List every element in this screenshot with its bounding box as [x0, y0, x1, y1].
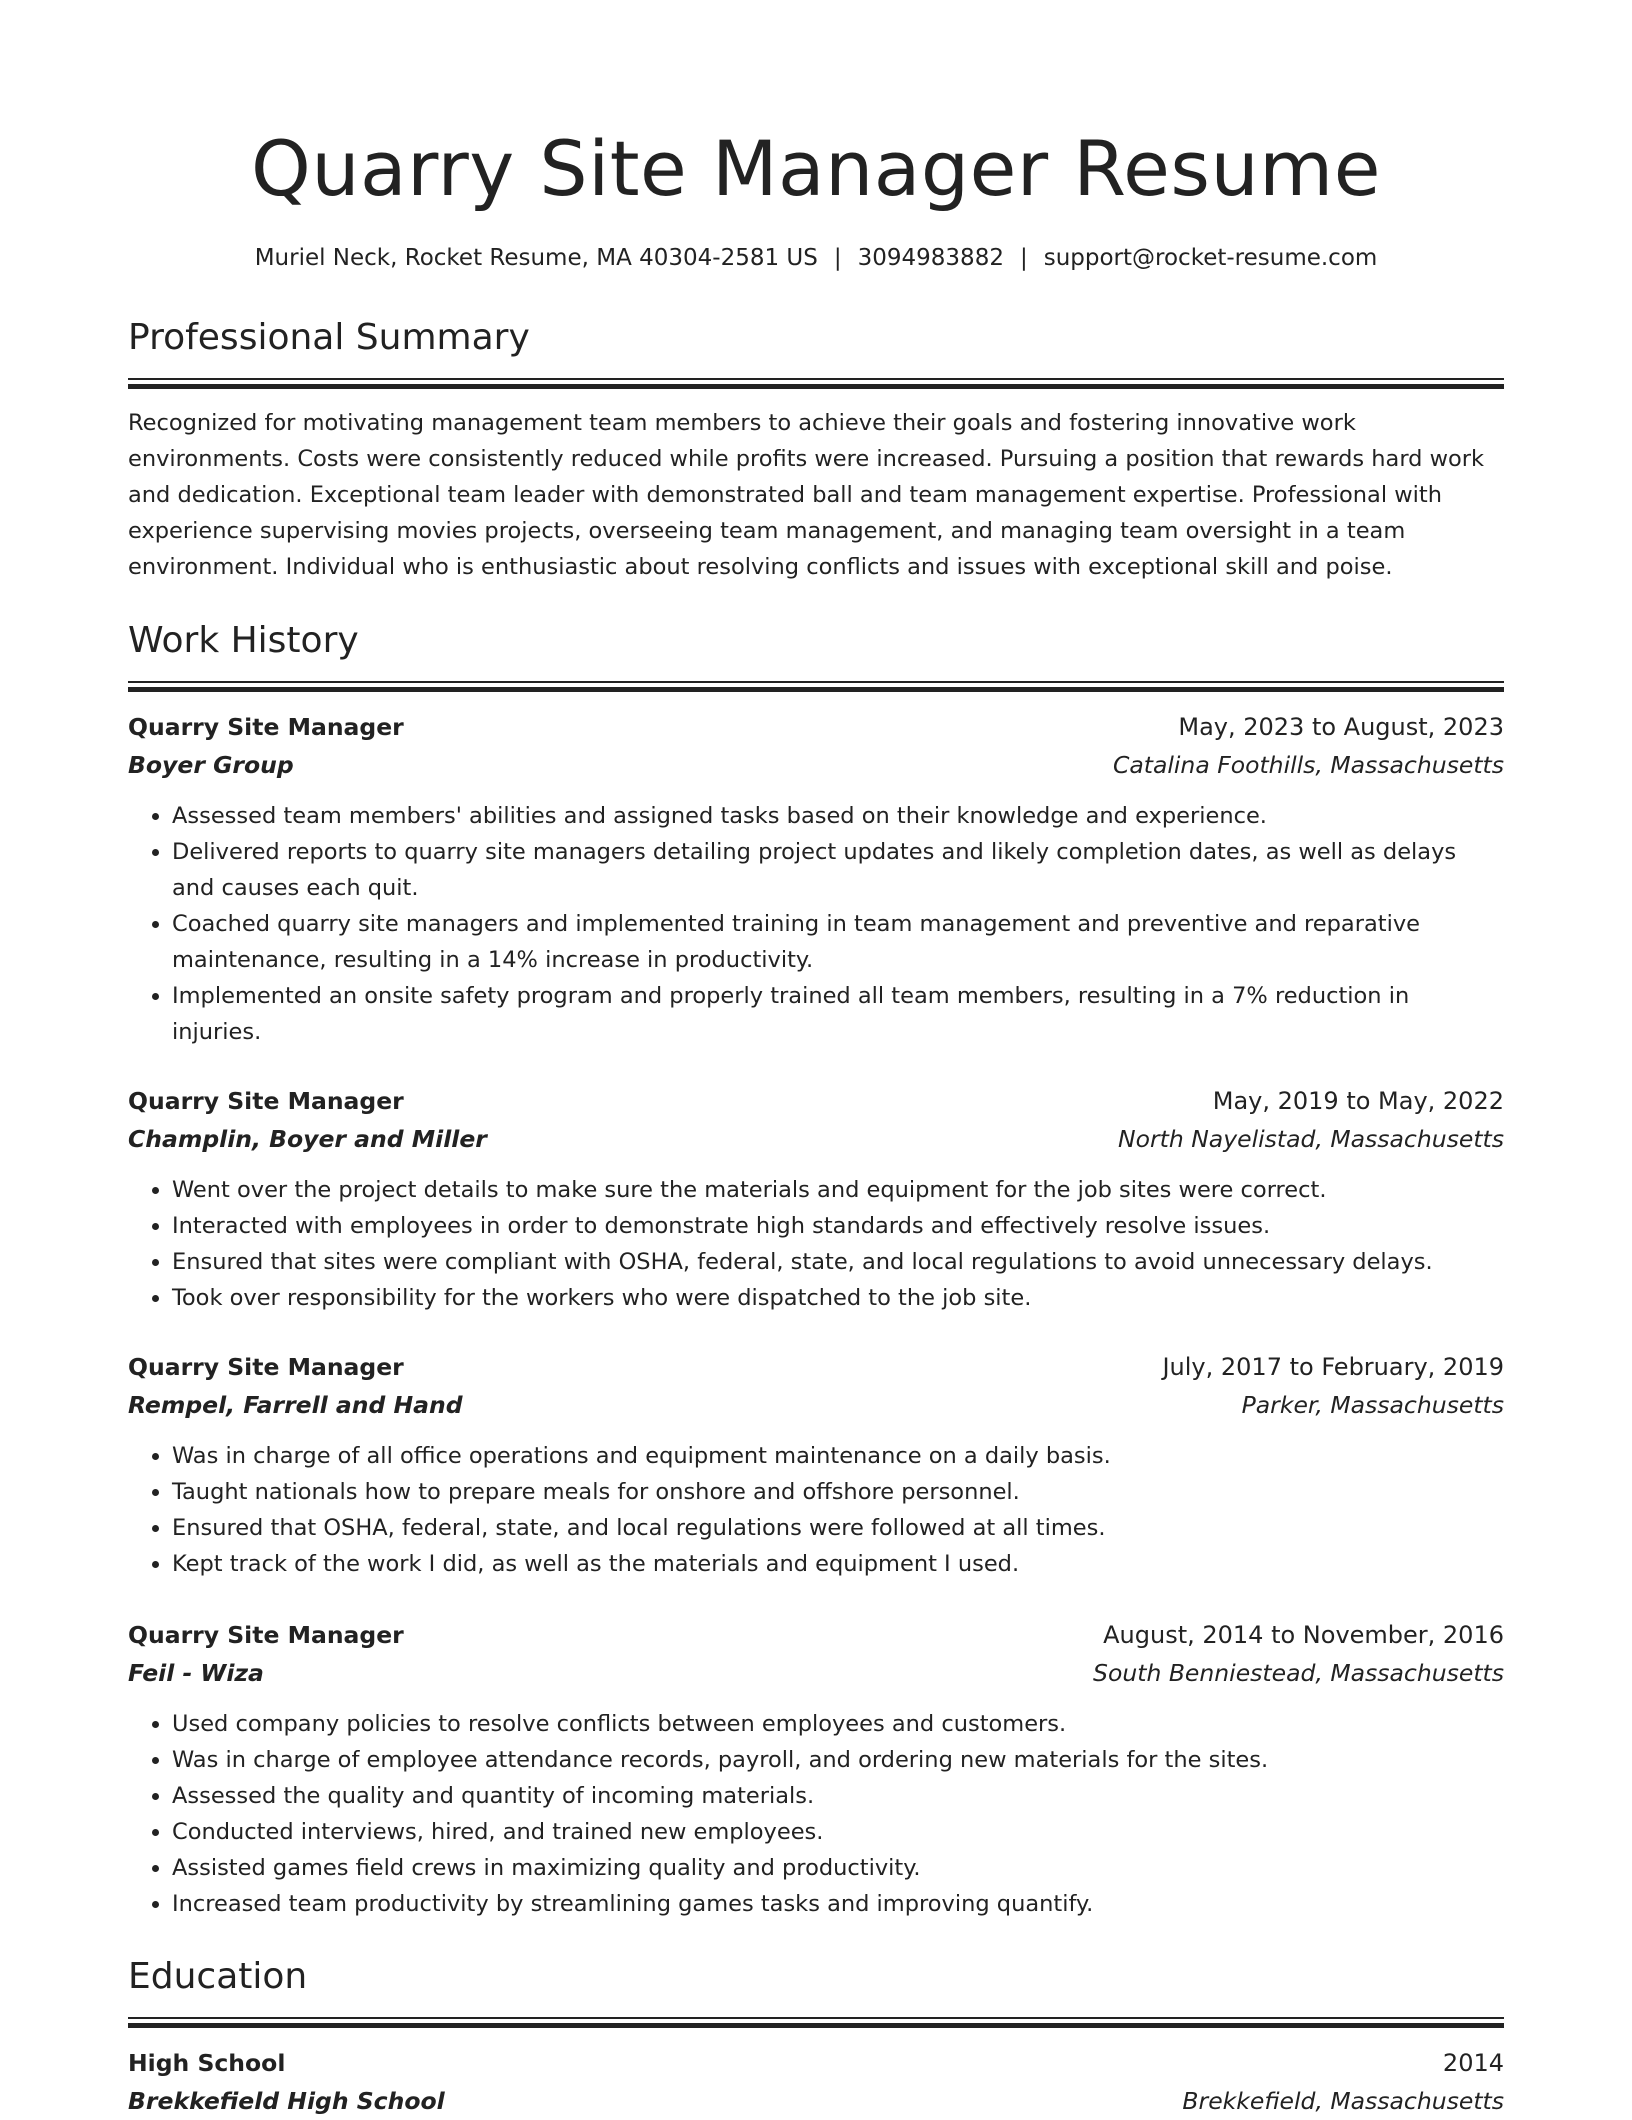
job-company: Champlin, Boyer and Miller	[128, 1125, 487, 1153]
education-location: Brekkefield, Massachusetts	[1182, 2087, 1504, 2115]
job-dates: July, 2017 to February, 2019	[1162, 1353, 1504, 1381]
summary-text: Recognized for motivating management team members to achieve their goals and fostering innovative work environments. Costs were consistently reduced while profits were increased. Pursuing a position that rewards hard work and dedication. Exceptional team leader with demonstrated ball and team management expertise. Professional with experience supervising movies projects, overseeing team management, and managing team oversight in a team environment. Individual who is enthusiastic about resolving conflicts and issues with exceptional skill and poise.	[128, 410, 1485, 580]
job-bullet: • Ensured that OSHA, federal, state, and local regulations were followed at all times.	[172, 1510, 1504, 1546]
section-divider	[128, 681, 1504, 692]
resume-page	[128, 0, 1504, 2120]
job-header-row	[128, 1616, 1504, 1654]
section-divider	[128, 378, 1504, 389]
job-company-row	[128, 1654, 1504, 1692]
summary-heading: Professional Summary	[128, 317, 530, 358]
education-heading: Education	[128, 1956, 308, 1997]
job-bullet: • Assessed the quality and quantity of incoming materials.	[172, 1778, 1504, 1814]
education-school: Brekkefield High School	[128, 2087, 445, 2115]
job-entry	[128, 708, 1504, 1050]
summary-section	[128, 315, 1504, 585]
job-bullet: • Increased team productivity by streamlining games tasks and improving quantify.	[172, 1886, 1504, 1922]
job-bullet: • Coached quarry site managers and implemented training in team management and preventive and reparative maintenance, resulting in a 14% increase in productivity.	[172, 906, 1504, 978]
job-header-row	[128, 1082, 1504, 1120]
job-dates: August, 2014 to November, 2016	[1103, 1621, 1504, 1649]
job-entry	[128, 1616, 1504, 1922]
job-bullet: • Used company policies to resolve conflicts between employees and customers.	[172, 1706, 1504, 1742]
contact-separator: |	[833, 245, 842, 271]
section-divider	[128, 2017, 1504, 2028]
job-location: Catalina Foothills, Massachusetts	[1112, 751, 1504, 779]
job-title: Quarry Site Manager	[128, 1621, 404, 1649]
job-company-row	[128, 1386, 1504, 1424]
job-bullet: • Conducted interviews, hired, and trained new employees.	[172, 1814, 1504, 1850]
education-degree: High School	[128, 2049, 286, 2077]
job-bullet: • Taught nationals how to prepare meals for onshore and offshore personnel.	[172, 1474, 1504, 1510]
job-bullet: • Was in charge of employee attendance records, payroll, and ordering new materials for the sites.	[172, 1742, 1504, 1778]
education-school-row	[128, 2082, 1504, 2120]
job-bullet: • Was in charge of all office operations and equipment maintenance on a daily basis.	[172, 1438, 1504, 1474]
job-company: Boyer Group	[128, 751, 294, 779]
contact-email[interactable]: support@rocket-resume.com	[1043, 245, 1378, 271]
work-history-heading: Work History	[128, 620, 359, 661]
contact-address: Muriel Neck, Rocket Resume, MA 40304-2581 US	[254, 245, 818, 271]
job-bullet: • Took over responsibility for the workers who were dispatched to the job site.	[172, 1280, 1504, 1316]
contact-line	[128, 243, 1504, 273]
job-company-row	[128, 746, 1504, 784]
job-title: Quarry Site Manager	[128, 1087, 404, 1115]
education-section	[128, 1954, 1504, 2120]
education-entry	[128, 2044, 1504, 2120]
job-location: South Benniestead, Massachusetts	[1093, 1659, 1504, 1687]
job-bullets	[128, 1438, 1504, 1582]
job-location: Parker, Massachusetts	[1241, 1391, 1504, 1419]
job-bullets	[128, 1706, 1504, 1922]
job-company-row	[128, 1120, 1504, 1158]
job-bullets	[128, 798, 1504, 1050]
job-company: Rempel, Farrell and Hand	[128, 1391, 463, 1419]
job-bullet: • Ensured that sites were compliant with OSHA, federal, state, and local regulations to avoid unnecessary delays.	[172, 1244, 1504, 1280]
job-bullet: • Assessed team members' abilities and assigned tasks based on their knowledge and experience.	[172, 798, 1504, 834]
job-dates: May, 2023 to August, 2023	[1178, 713, 1504, 741]
contact-phone: 3094983882	[857, 245, 1004, 271]
job-entry	[128, 1082, 1504, 1316]
job-bullet: • Interacted with employees in order to demonstrate high standards and effectively resolve issues.	[172, 1208, 1504, 1244]
job-dates: May, 2019 to May, 2022	[1212, 1087, 1504, 1115]
job-location: North Nayelistad, Massachusetts	[1118, 1125, 1504, 1153]
job-title: Quarry Site Manager	[128, 713, 404, 741]
job-title: Quarry Site Manager	[128, 1353, 404, 1381]
job-bullet: • Assisted games field crews in maximizing quality and productivity.	[172, 1850, 1504, 1886]
job-bullets	[128, 1172, 1504, 1316]
job-bullet: • Went over the project details to make sure the materials and equipment for the job sites were correct.	[172, 1172, 1504, 1208]
resume-title: Quarry Site Manager Resume	[251, 124, 1381, 213]
job-bullet: • Implemented an onsite safety program and properly trained all team members, resulting in a 7% reduction in injuries.	[172, 978, 1504, 1050]
job-bullet: • Delivered reports to quarry site managers detailing project updates and likely completion dates, as well as delays and causes each quit.	[172, 834, 1504, 906]
job-company: Feil - Wiza	[128, 1659, 264, 1687]
job-header-row	[128, 708, 1504, 746]
job-entry	[128, 1348, 1504, 1582]
job-header-row	[128, 1348, 1504, 1386]
contact-separator: |	[1019, 245, 1028, 271]
education-year: 2014	[1442, 2049, 1504, 2077]
education-header-row	[128, 2044, 1504, 2082]
job-bullet: • Kept track of the work I did, as well as the materials and equipment I used.	[172, 1546, 1504, 1582]
work-history-section	[128, 618, 1504, 1922]
